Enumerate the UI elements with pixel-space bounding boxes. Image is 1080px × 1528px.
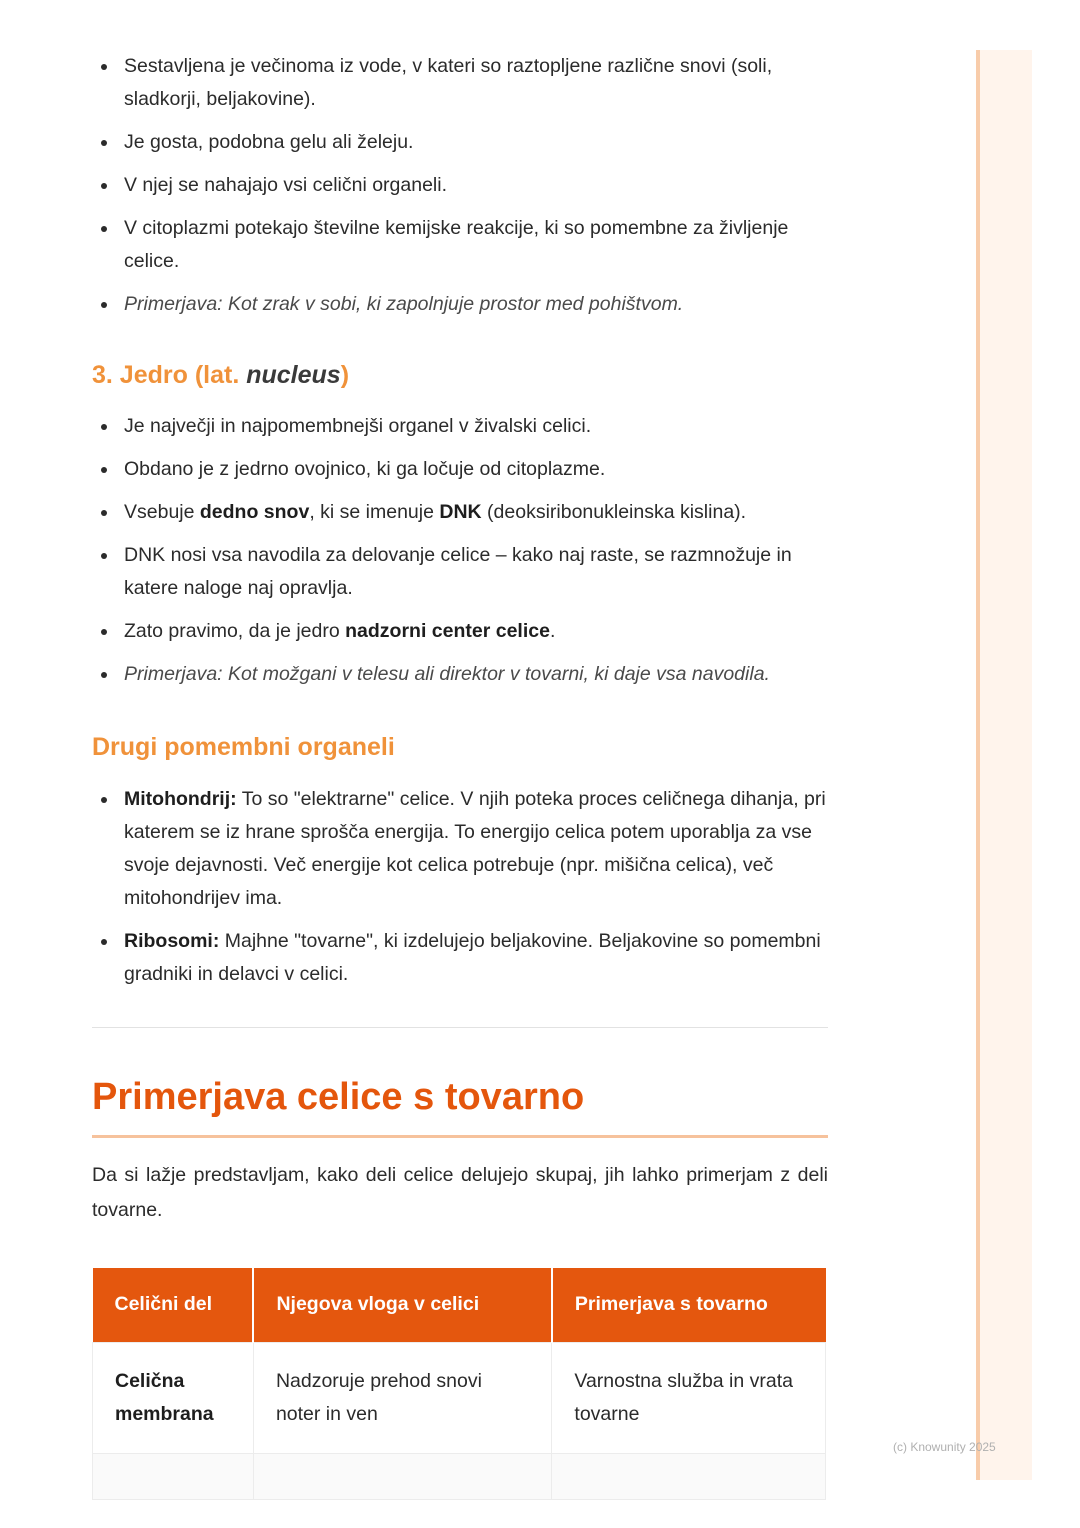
latin-term: nucleus <box>246 361 341 389</box>
comparison-table <box>92 1268 826 1500</box>
citoplazma-list <box>92 50 828 321</box>
organeli-list <box>92 783 828 991</box>
column-header: Njegova vloga v celici <box>253 1268 551 1342</box>
list-item: Je največji in najpomembnejši organel v živalski celici. <box>92 410 828 443</box>
table-cell: Varnostna služba in vrata tovarne <box>552 1342 826 1453</box>
column-header: Primerjava s tovarno <box>552 1268 826 1342</box>
list-item: Vsebuje dedno snov, ki se imenuje DNK (deoksiribonukleinska kislina). <box>92 496 828 529</box>
section-intro: Da si lažje predstavljam, kako deli celice delujejo skupaj, jih lahko primerjam z deli tovarne. <box>92 1164 828 1221</box>
list-item: Obdano je z jedrno ovojnico, ki ga ločuje od citoplazme. <box>92 453 828 486</box>
title-underline <box>92 1135 828 1138</box>
list-item-comparison: Primerjava: Kot zrak v sobi, ki zapolnjuje prostor med pohištvom. <box>92 288 828 321</box>
table-row <box>93 1342 826 1453</box>
column-header: Celični del <box>93 1268 254 1342</box>
section-divider <box>92 1027 828 1028</box>
list-item-mitohondrij: Mitohondrij: To so "elektrarne" celice. V njih poteka proces celičnega dihanja, pri katerem se iz hrane sprošča energija. To energijo celica potem uporablja za vse svoje dejavnosti. Več energije kot celica potrebuje (npr. mišična celica), več mitohondrijev ima. <box>92 783 828 915</box>
watermark: (c) Knowunity 2025 <box>893 1440 996 1454</box>
table-row <box>93 1453 826 1499</box>
side-panel <box>976 50 1032 1480</box>
list-item-ribosomi: Ribosomi: Majhne "tovarne", ki izdelujejo beljakovine. Beljakovine so pomembni gradniki in delavci v celici. <box>92 925 828 991</box>
section-title: Primerjava celice s tovarno <box>92 1076 585 1118</box>
organeli-heading: Drugi pomembni organeli <box>92 733 395 761</box>
document-content <box>92 50 828 1500</box>
list-item: V njej se nahajajo vsi celični organeli. <box>92 169 828 202</box>
list-item: Zato pravimo, da je jedro nadzorni center celice. <box>92 615 828 648</box>
jedro-list <box>92 410 828 691</box>
table-header-row <box>93 1268 826 1342</box>
table-cell <box>552 1453 826 1499</box>
table-cell <box>253 1453 551 1499</box>
table-cell <box>93 1453 254 1499</box>
list-item-comparison: Primerjava: Kot možgani v telesu ali direktor v tovarni, ki daje vsa navodila. <box>92 658 828 691</box>
table-cell: Nadzoruje prehod snovi noter in ven <box>253 1342 551 1453</box>
list-item: Je gosta, podobna gelu ali želeju. <box>92 126 828 159</box>
table-cell: Celična membrana <box>93 1342 254 1453</box>
jedro-heading: 3. Jedro (lat. nucleus) <box>92 361 350 389</box>
list-item: Sestavljena je večinoma iz vode, v kateri so raztopljene različne snovi (soli, sladkorji, beljakovine). <box>92 50 828 116</box>
list-item: DNK nosi vsa navodila za delovanje celice – kako naj raste, se razmnožuje in katere naloge naj opravlja. <box>92 539 828 605</box>
list-item: V citoplazmi potekajo številne kemijske reakcije, ki so pomembne za življenje celice. <box>92 212 828 278</box>
